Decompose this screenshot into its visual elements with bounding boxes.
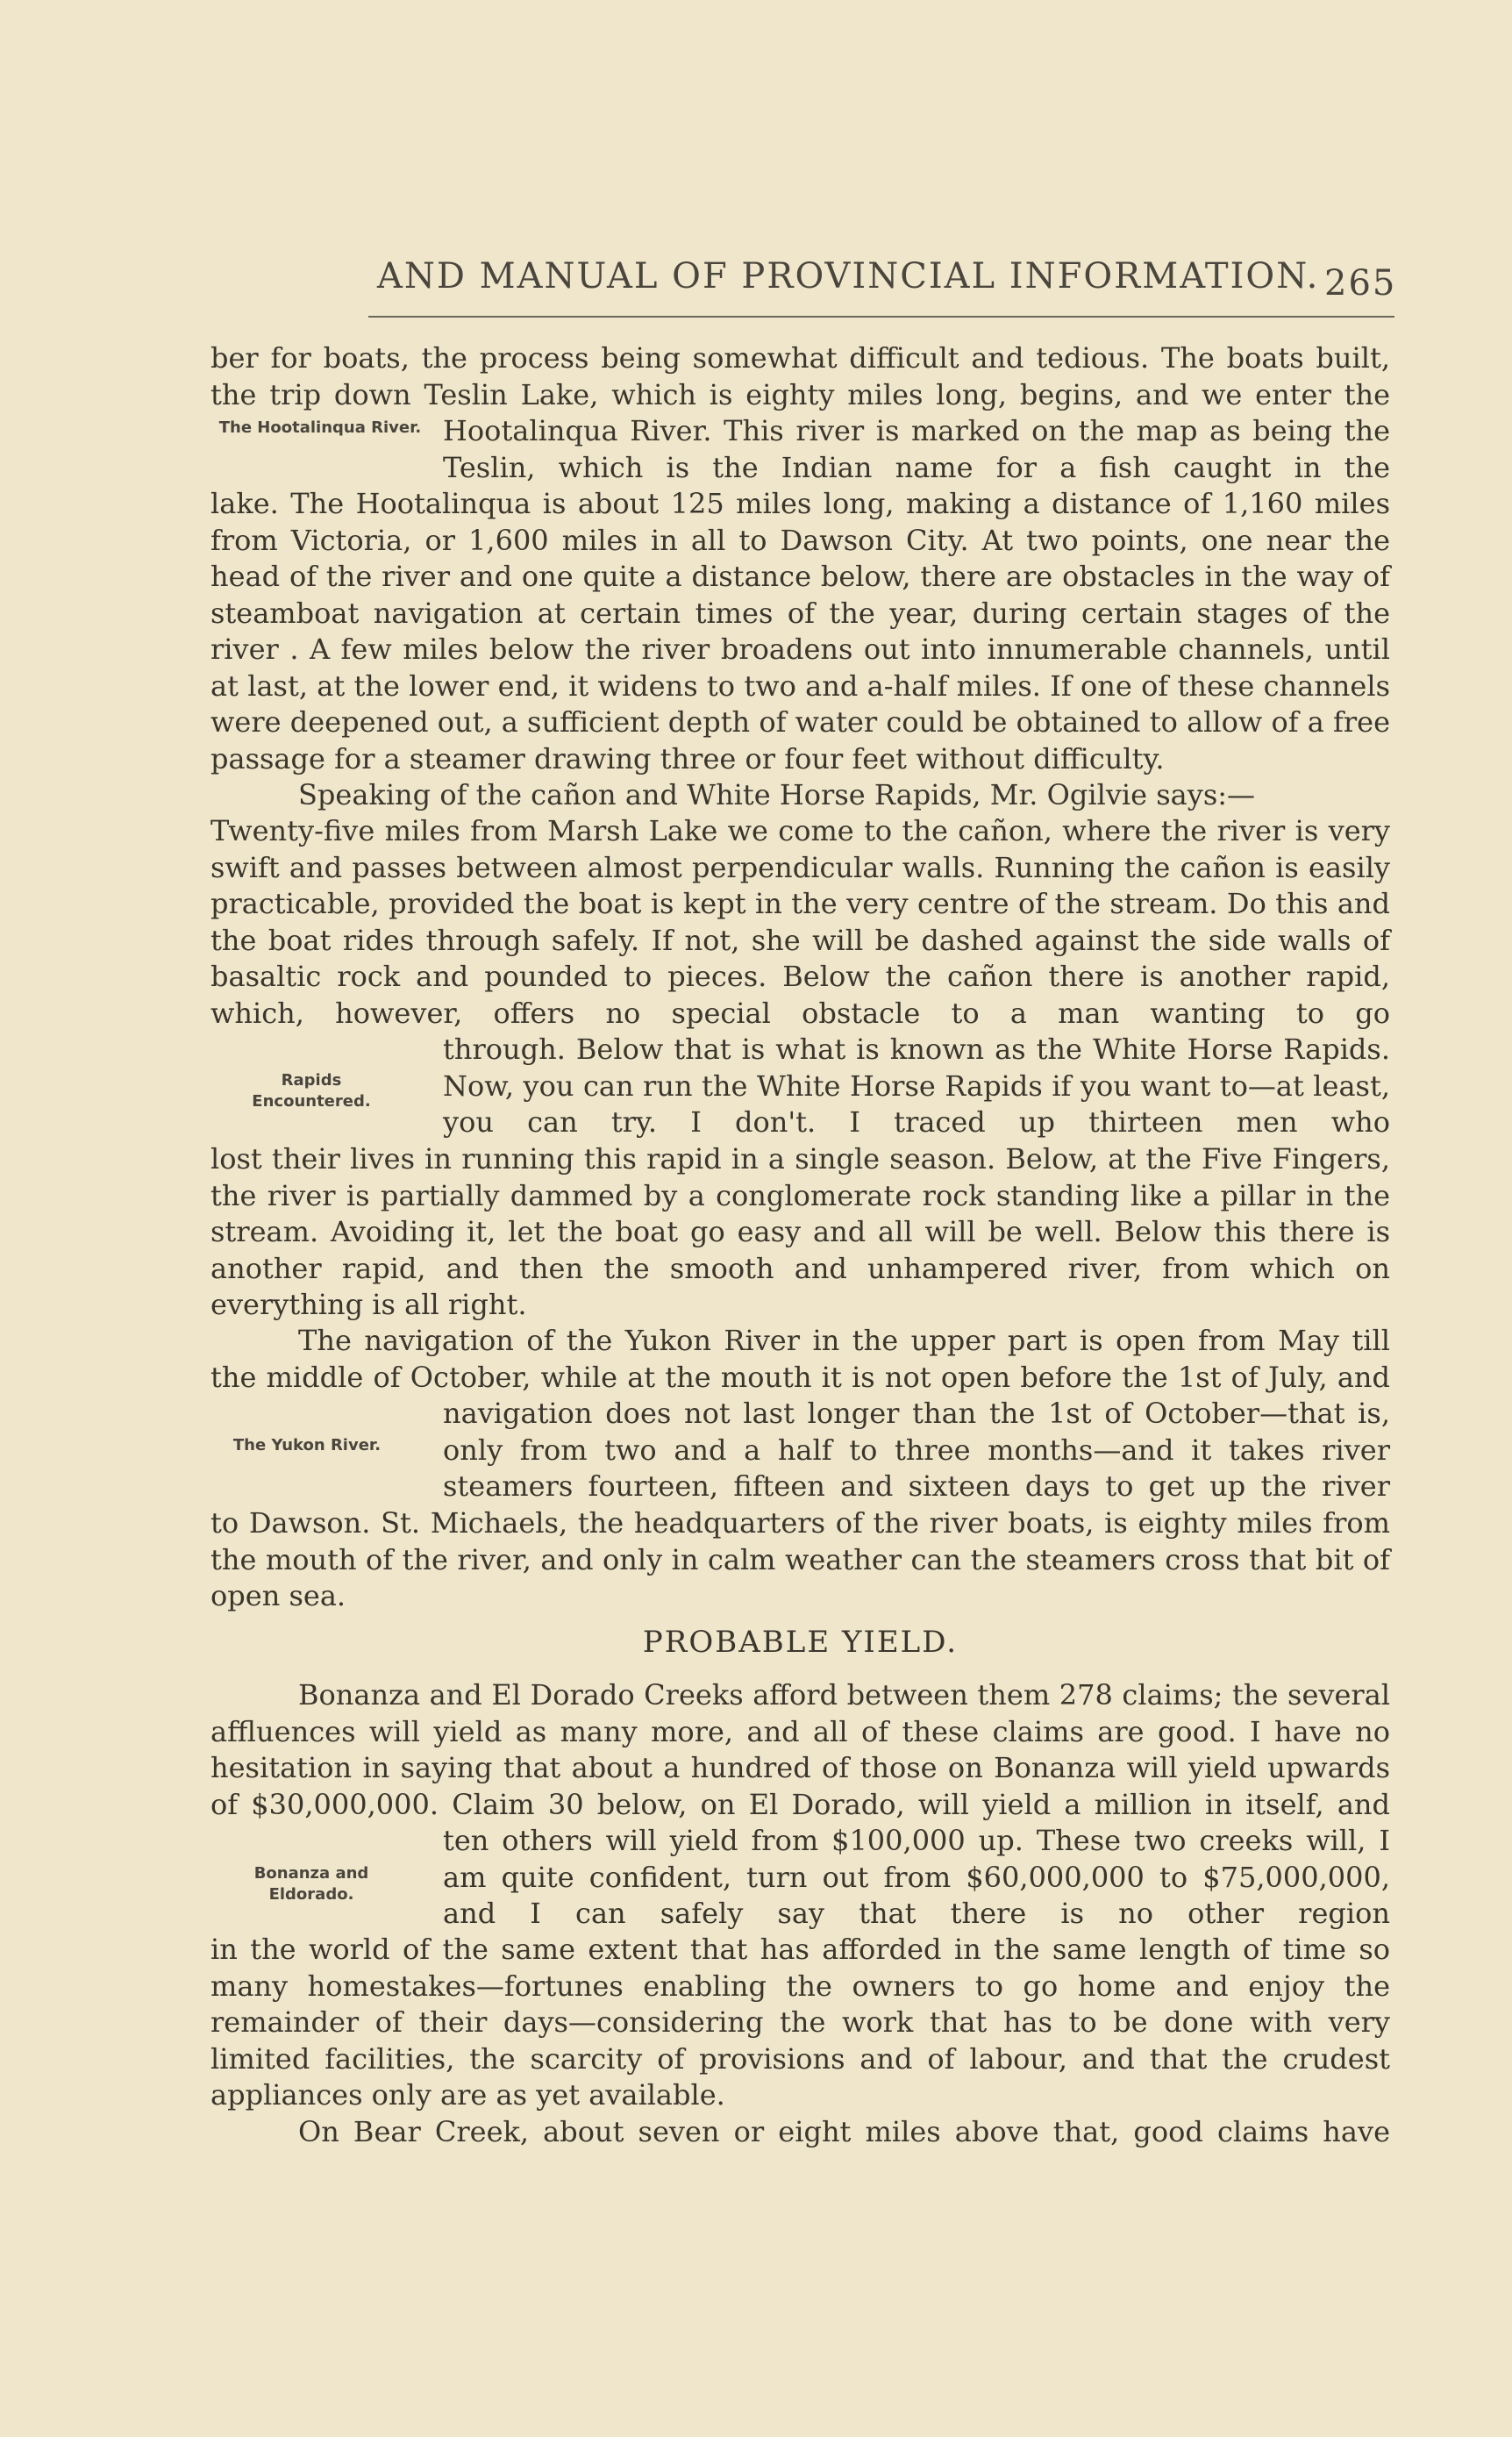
running-title: AND MANUAL OF PROVINCIAL INFORMATION.	[377, 256, 1320, 297]
margin-note-hootalinqua: The Hootalinqua River.	[218, 418, 422, 437]
margin-note-yukon: The Yukon River.	[232, 1436, 382, 1454]
paragraph-p9: navigation does not last longer than the 1st of October—that is, only from two and a half to three months—and it takes river steamers fourteen, fifteen and sixteen days to get up the river	[443, 1397, 1390, 1503]
paragraph-p10: to Dawson. St. Michaels, the headquarters of the river boats, is eighty miles from the mouth of the river, and only in calm weather can the steamers cross that bit of open sea.	[210, 1506, 1390, 1612]
paragraph-p5: Twenty-five miles from Marsh Lake we come to the cañon, where the river is very swift and passes between almost perpendicular walls. Running the cañon is easily practicable, provided the boat is kept in the very centre of the stream. Do this and the boat rides through safely. If not, she will be dashed against the side walls of basaltic rock and pounded to pieces. Below the cañon there is another rapid, which, however, offers no special obstacle to a man wanting to go	[210, 814, 1390, 1030]
margin-note-rapids: Rapids Encountered.	[252, 1071, 371, 1111]
margin-note-bonanza: Bonanza and Eldorado.	[253, 1864, 369, 1904]
header-rule	[368, 316, 1394, 318]
paragraph-p14: On Bear Creek, about seven or eight miles above that, good claims have	[298, 2115, 1390, 2148]
paragraph-p8: The navigation of the Yukon River in the upper part is open from May till the middle of October, while at the mouth it is not open before the 1st of July, and	[210, 1324, 1390, 1394]
paragraph-p7: lost their lives in running this rapid in a single season. Below, at the Five Fingers, the river is partially dammed by a conglomerate rock standing like a pillar in the stream. Avoiding it, let the boat go easy and all will be well. Below this there is another rapid, and then the smooth and unhampered river, from which on everything is all right.	[210, 1142, 1390, 1321]
paragraph-p4: Speaking of the cañon and White Horse Rapids, Mr. Ogilvie says:—	[298, 778, 1256, 811]
paragraph-p2: Hootalinqua River. This river is marked on the map as being the Teslin, which is the Indian name for a fish caught in the	[443, 414, 1390, 484]
paragraph-p13: in the world of the same extent that has afforded in the same length of time so many homestakes—fortunes enabling the owners to go home and enjoy the remainder of their days—considering the work that has to be done with very limited facilities, the scarcity of provisions and of labour, and that the crudest appliances only are as yet available.	[210, 1933, 1390, 2112]
running-header	[377, 256, 1397, 304]
page-number: 265	[1324, 263, 1397, 304]
section-heading: PROBABLE YIELD.	[642, 1625, 959, 1660]
paragraph-p11: Bonanza and El Dorado Creeks afford between them 278 claims; the several affluences will yield as many more, and all of these claims are good. I have no hesitation in saying that about a hundred of those on Bonanza will yield upwards of $30,000,000. Claim 30 below, on El Dorado, will yield a million in itself, and	[210, 1678, 1390, 1821]
paragraph-p12: ten others will yield from $100,000 up. These two creeks will, I am quite confident, turn out from $60,000,000 to $75,000,000, and I can safely say that there is no other region	[443, 1824, 1390, 1930]
paragraph-p1: ber for boats, the process being somewhat difficult and tedious. The boats built, the trip down Teslin Lake, which is eighty miles long, begins, and we enter the	[210, 341, 1390, 411]
paragraph-p3: lake. The Hootalinqua is about 125 miles long, making a distance of 1,160 miles from Victoria, or 1,600 miles in all to Dawson City. At two points, one near the head of the river and one quite a distance below, there are obstacles in the way of steamboat navigation at certain times of the year, during certain stages of the river . A few miles below the river broadens out into innumerable channels, until at last, at the lower end, it widens to two and a-half miles. If one of these channels were deepened out, a sufficient depth of water could be obtained to allow of a free passage for a steamer drawing three or four feet without difficulty.	[210, 487, 1390, 775]
paragraph-p6: through. Below that is what is known as the White Horse Rapids. Now, you can run the White Horse Rapids if you want to—at least, you can try. I don't. I traced up thirteen men who	[443, 1033, 1390, 1139]
